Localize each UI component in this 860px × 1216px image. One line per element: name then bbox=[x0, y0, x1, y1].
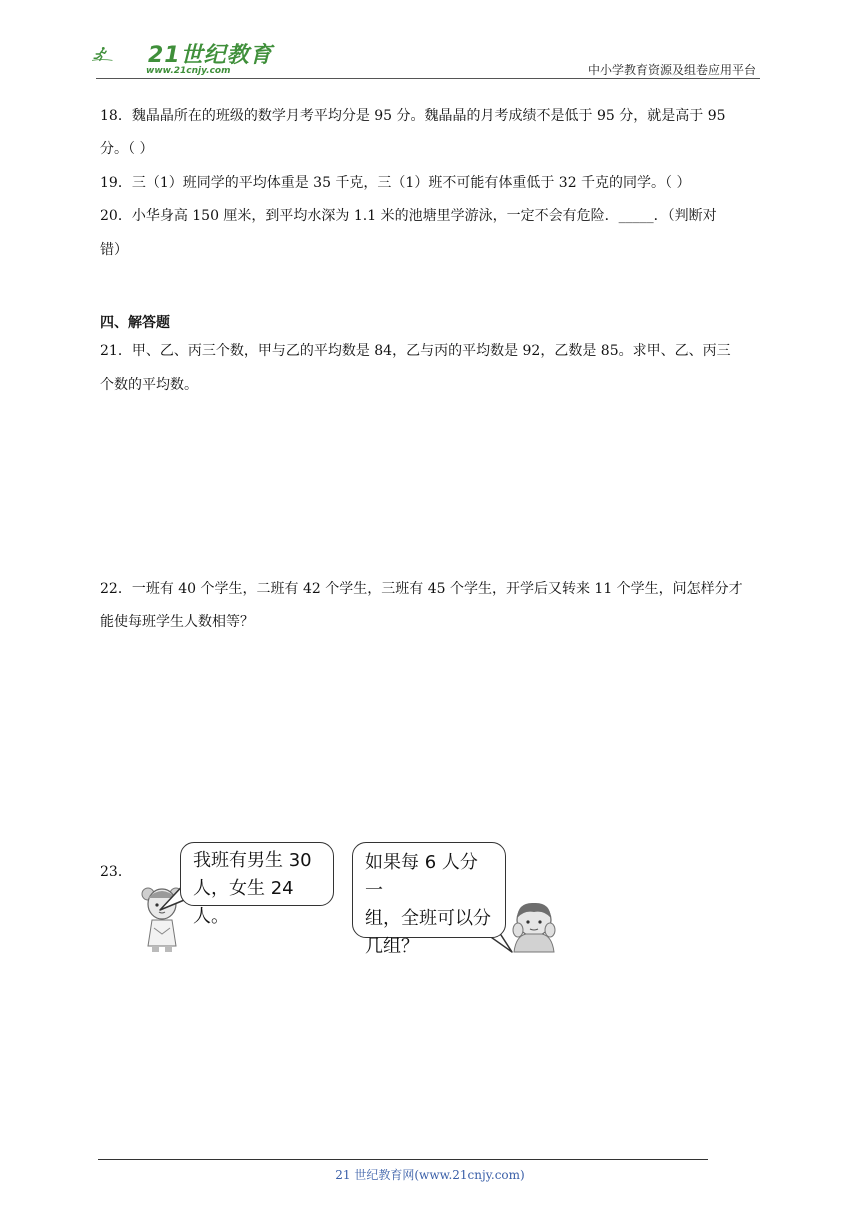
section-heading: 四、解答题 bbox=[100, 315, 170, 331]
logo-url: www.21cnjy.com bbox=[146, 66, 231, 76]
logo-runner-icon bbox=[92, 32, 152, 76]
question-20-line-1: 20．小华身高 150 厘米，到平均水深为 1.1 米的池塘里学游泳，一定不会有危险．_____．（判断对 bbox=[100, 208, 717, 224]
question-20-line-2: 错） bbox=[100, 242, 128, 258]
bubble-right-line-2: 组，全班可以分 bbox=[365, 908, 491, 929]
speech-bubble-left bbox=[180, 842, 334, 927]
boy-illustration-icon bbox=[506, 900, 562, 956]
bubble-right-line-3: 几组？ bbox=[365, 936, 419, 957]
question-22-line-1: 22．一班有 40 个学生，二班有 42 个学生，三班有 45 个学生，开学后又转来 11 个学生，问怎样分才 bbox=[100, 581, 743, 597]
bubble-right-line-1: 如果每 6 人分一 bbox=[365, 852, 478, 901]
question-18-line-2: 分。（ ） bbox=[100, 141, 154, 157]
question-21-line-2: 个数的平均数。 bbox=[100, 377, 198, 393]
header-divider bbox=[96, 78, 760, 79]
platform-name: 中小学教育资源及组卷应用平台 bbox=[587, 63, 756, 77]
footer-text[interactable]: 21 世纪教育网(www.21cnjy.com) bbox=[335, 1168, 525, 1182]
bubble-left-line-2: 人，女生 24 人。 bbox=[193, 878, 294, 927]
footer-divider bbox=[98, 1159, 708, 1160]
bubble-left-line-1: 我班有男生 30 bbox=[193, 850, 312, 871]
question-21-line-1: 21．甲、乙、丙三个数，甲与乙的平均数是 84，乙与丙的平均数是 92，乙数是 85。求甲、乙、丙三 bbox=[100, 343, 731, 359]
speech-bubble-right bbox=[352, 842, 506, 957]
question-23-number: 23． bbox=[100, 864, 132, 880]
question-19: 19．三（1）班同学的平均体重是 35 千克，三（1）班不可能有体重低于 32 千克的同学。（ ） bbox=[100, 175, 691, 191]
question-22-line-2: 能使每班学生人数相等？ bbox=[100, 614, 254, 630]
question-18-line-1: 18．魏晶晶所在的班级的数学月考平均分是 95 分。魏晶晶的月考成绩不是低于 95 分，就是高于 95 bbox=[100, 108, 726, 124]
logo-text: 21世纪教育 bbox=[148, 43, 273, 68]
